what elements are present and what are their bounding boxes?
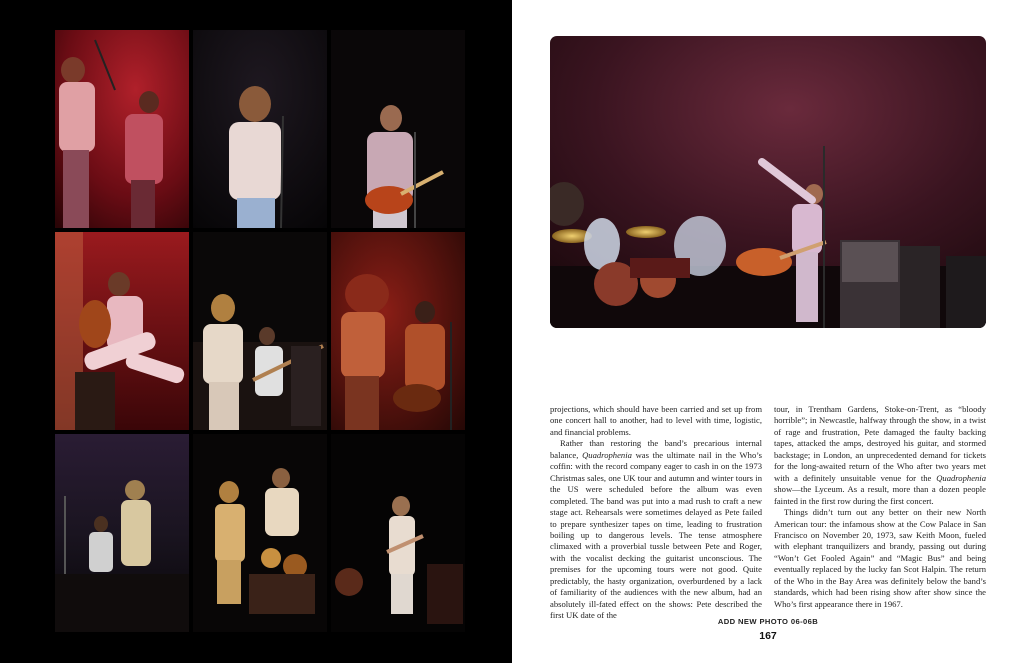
concert-photo [55, 30, 189, 228]
body-text-column-left [550, 404, 762, 622]
concert-photo [55, 232, 189, 430]
body-text-column-right [774, 404, 986, 610]
page-number: 167 [759, 630, 777, 642]
concert-photo [55, 434, 189, 632]
concert-photo [193, 30, 327, 228]
hero-concert-photo [550, 36, 986, 328]
concert-photo [331, 434, 465, 632]
concert-photo [331, 232, 465, 430]
concert-photo [193, 232, 327, 430]
photo-placeholder-caption: ADD NEW PHOTO 06-06B [717, 617, 819, 626]
body-paragraph: tour, in Trentham Gardens, Stoke-on-Trent, as “bloody horrible”; in Newcastle, halfway through the show, in a twist of rage and frustration, Pete damaged the faulty backing tapes, attacked the amps, destroyed his guitar, and stormed backstage; in London, an unprecedented demand for tickets for the long-awaited return of the Who after two years met with a definitely unsuitable venue for the Quadrophenia show—the Lyceum. As a result, more than a dozen people fainted in the first row during the first concert. [774, 404, 986, 506]
right-page [512, 0, 1024, 663]
concert-photo [331, 30, 465, 228]
body-paragraph: Rather than restoring the band’s precarious internal balance, Quadrophenia was the ultimate nail in the Who’s coffin: with the record company eager to cash in on the 1973 Christmas sales, one UK tour and autumn and winter tours in the US were scheduled before the album was even completed. The band was put into a mad rush to craft a new stage act. Rehearsals were sometimes delayed as Pete failed to prepare synthesizer tapes on time, leading to frustration boiling up to dangerous levels. The tense atmosphere climaxed with a proverbial tussle between Pete and Roger, with the vocalist decking the guitarist unconscious. The premises for the upcoming tours were not good. Quite predictably, the hasty organization, overburdened by a lack of familiarity of the audiences with the new album, had an absolutely ill-fated effect on the shows: Pete described the first UK date of the [550, 438, 762, 621]
body-paragraph: Things didn’t turn out any better on their new North American tour: the infamous show at the Cow Palace in San Francisco on November 20, 1973, saw Keith Moon, fueled with elephant tranquilizers and brandy, passing out during “Won’t Get Fooled Again” and “Magic Bus” and being eventually replaced by the lucky fan Scot Halpin. The return of the Who in the Bay Area was definitely below the band’s standards, which had been rising show after show since the Who’s first appearance there in 1967. [774, 507, 986, 609]
body-paragraph: projections, which should have been carried and set up from one concert hall to another, had to level with time, logistic, and financial problems. [550, 404, 762, 437]
concert-photo [193, 434, 327, 632]
